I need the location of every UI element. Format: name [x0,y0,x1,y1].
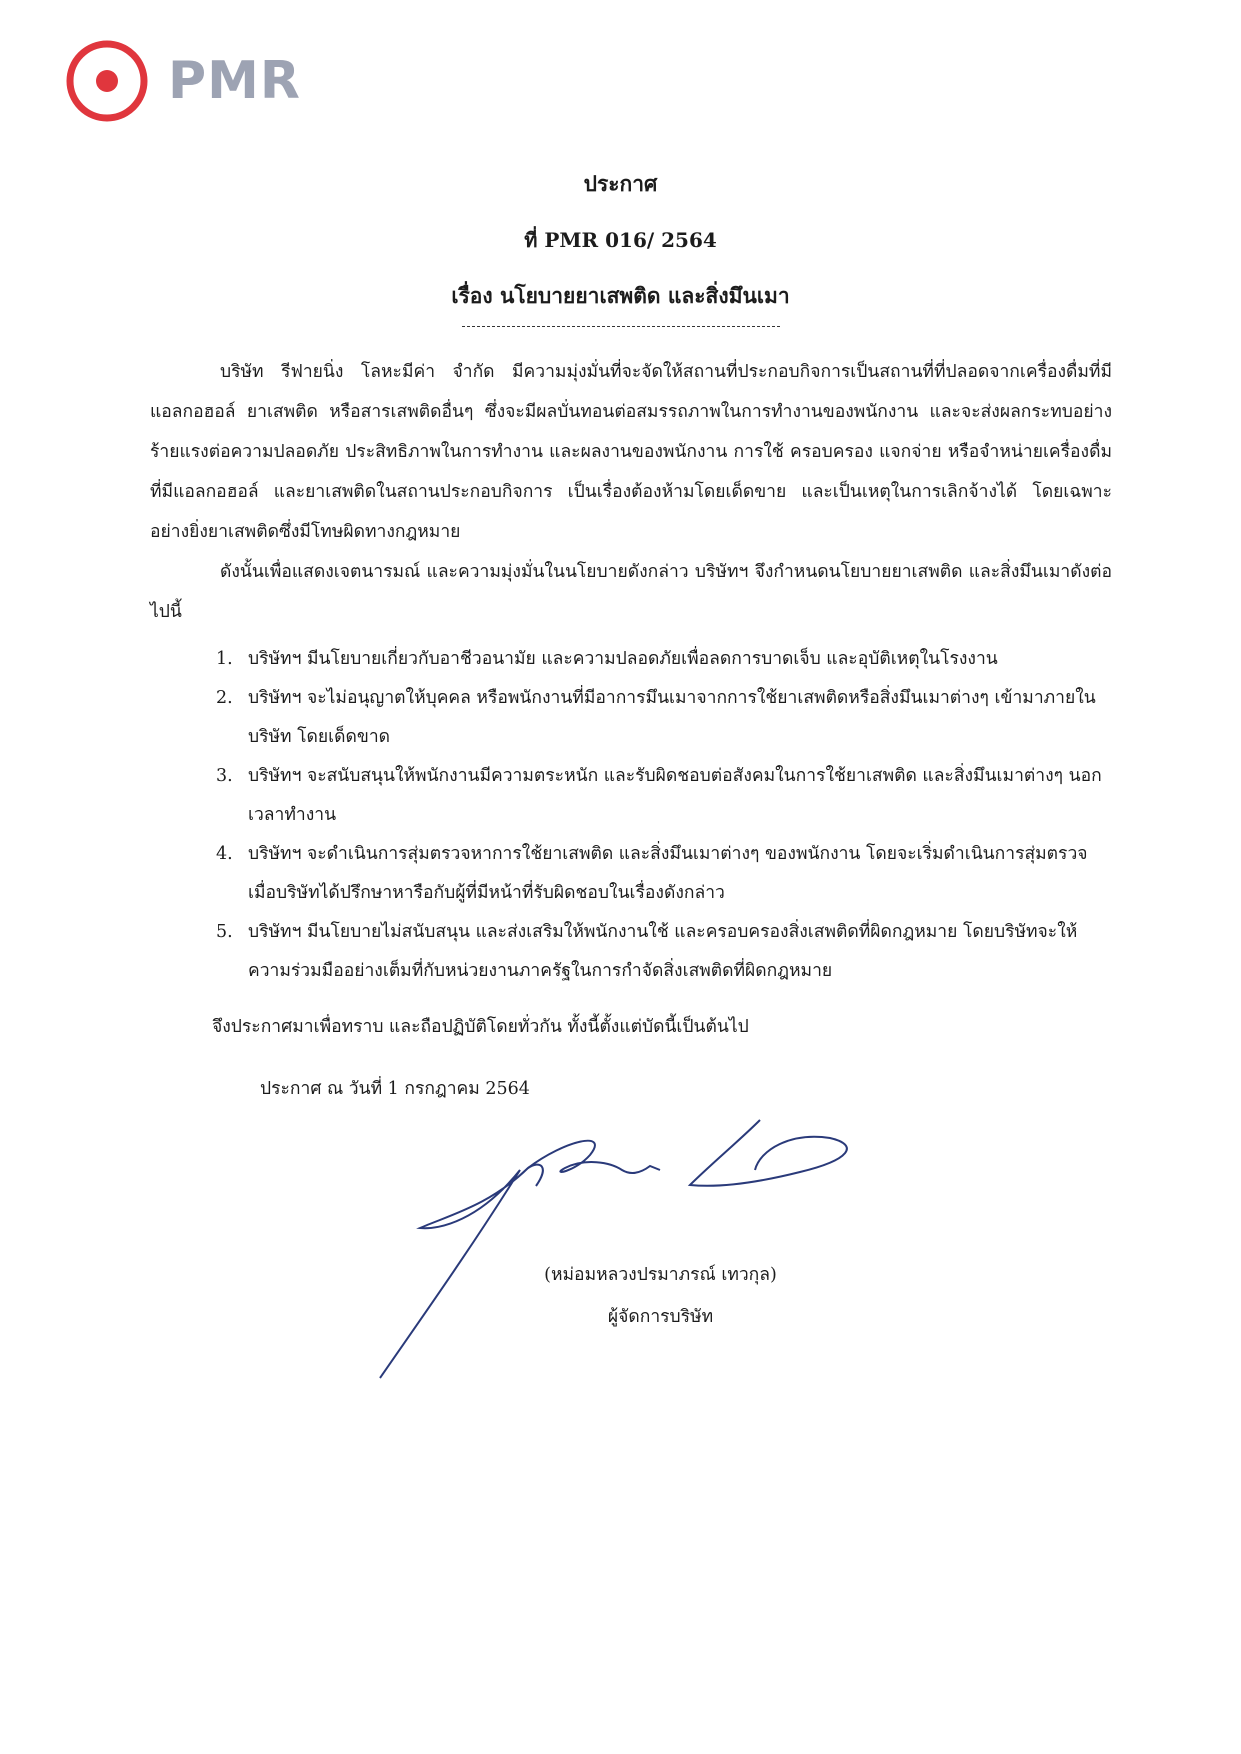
closing-statement: จึงประกาศมาเพื่อทราบ และถือปฏิบัติโดยทั่วกัน ทั้งนี้ตั้งแต่บัดนี้เป็นต้นไป [212,1017,749,1037]
signer-name: (หม่อมหลวงปรมาภรณ์ เทวกุล) [544,1265,777,1285]
list-number: 3. [216,766,233,786]
list-number: 1. [216,649,233,669]
announcement-number: ที่ PMR 016/ 2564 [524,228,717,252]
announcement-subject: เรื่อง นโยบายยาเสพติด และสิ่งมึนเมา [451,283,790,308]
dashed-divider [462,326,780,327]
pmr-logo-icon [62,36,152,126]
announcement-title: ประกาศ [583,171,658,196]
body-paragraph-1: บริษัท รีฟายนิ่ง โลหะมีค่า จำกัด มีความมุ่งมั่นที่จะจัดให้สถานที่ประกอบกิจการเป็นสถานที่ที่ปลอดจากเครื่องดื่มที่มีแอลกอฮอล์ ยาเสพติด หรือสารเสพติดอื่นๆ ซึ่งจะมีผลบั่นทอนต่อสมรรถภาพในการทำงานของพนักงาน และจะส่งผลกระทบอย่างร้ายแรงต่อความปลอดภัย ประสิทธิภาพในการทำงาน และผลงานของพนักงาน การใช้ ครอบครอง แจกจ่าย หรือจำหน่ายเครื่องดื่มที่มีแอลกอฮอล์ และยาเสพติดในสถานประกอบกิจการ เป็นเรื่องต้องห้ามโดยเด็ดขาย และเป็นเหตุในการเลิกจ้างได้ โดยเฉพาะอย่างยิ่งยาเสพติดซึ่งมีโทษผิดทางกฎหมาย [150,362,1112,542]
policy-item-5 [210,913,1112,991]
body-paragraph-2: ดังนั้นเพื่อแสดงเจตนารมณ์ และความมุ่งมั่นในนโยบายดังกล่าว บริษัทฯ จึงกำหนดนโยบายยาเสพติด และสิ่งมึนเมาดังต่อไปนี้ [150,562,1112,622]
policy-item-2 [210,679,1112,757]
list-item-text: บริษัทฯ มีนโยบายไม่สนับสนุน และส่งเสริมให้พนักงานใช้ และครอบครองสิ่งเสพติดที่ผิดกฎหมาย โดยบริษัทจะให้ความร่วมมืออย่างเต็มที่กับหน่วยงานภาครัฐในการกำจัดสิ่งเสพติดที่ผิดกฎหมาย [248,922,1078,981]
list-item-text: บริษัทฯ มีนโยบายเกี่ยวกับอาชีวอนามัย และความปลอดภัยเพื่อลดการบาดเจ็บ และอุบัติเหตุในโรงงาน [248,649,998,669]
logo-text: PMR [168,51,301,111]
list-item-text: บริษัทฯ จะดำเนินการสุ่มตรวจหาการใช้ยาเสพติด และสิ่งมึนเมาต่างๆ ของพนักงาน โดยจะเริ่มดำเนินการสุ่มตรวจเมื่อบริษัทได้ปรึกษาหารือกับผู้ที่มีหน้าที่รับผิดชอบในเรื่องดังกล่าว [248,844,1088,903]
list-number: 4. [216,844,233,864]
list-number: 5. [216,922,233,942]
policy-item-4 [210,835,1112,913]
policy-list [210,640,1112,991]
signer-title: ผู้จัดการบริษัท [607,1307,714,1327]
list-item-text: บริษัทฯ จะสนับสนุนให้พนักงานมีความตระหนัก และรับผิดชอบต่อสังคมในการใช้ยาเสพติด และสิ่งมึนเมาต่างๆ นอกเวลาทำงาน [248,766,1102,825]
announcement-date: ประกาศ ณ วันที่ 1 กรกฎาคม 2564 [260,1079,530,1099]
company-logo [62,36,301,126]
policy-item-3 [210,757,1112,835]
list-item-text: บริษัทฯ จะไม่อนุญาตให้บุคคล หรือพนักงานที่มีอาการมึนเมาจากการใช้ยาเสพติดหรือสิ่งมึนเมาต่างๆ เข้ามาภายในบริษัท โดยเด็ดขาด [248,688,1096,747]
handwritten-signature [360,1110,960,1390]
list-number: 2. [216,688,233,708]
policy-item-1 [210,640,1112,679]
